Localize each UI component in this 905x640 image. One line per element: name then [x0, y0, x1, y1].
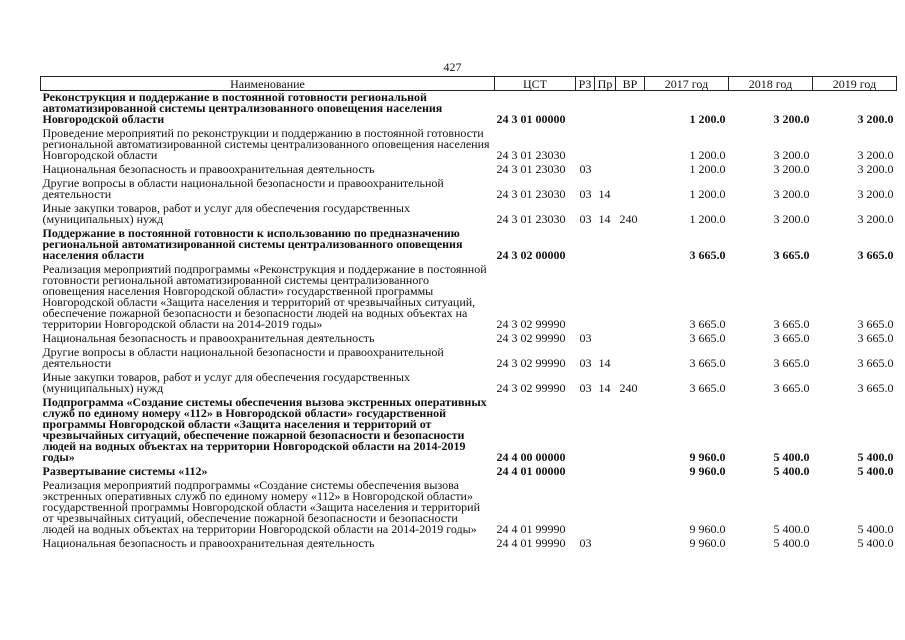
row-name: Реализация мероприятий подпрограммы «Реконструкция и поддержание в постоянной готовности региональной автоматизированной системы централизованного оповещения населения Новгородской области» государственной программы Новгородской области «Защита населения и территорий от чрезвычайных ситуаций, обеспечение пожарной безопасности и безопасности людей на водных объектах на территории Новгородской области на 2014-2019 годы» — [42, 262, 487, 331]
table-row — [41, 479, 897, 537]
row-2017: 1 200.0 — [689, 148, 726, 162]
row-2018: 3 200.0 — [773, 162, 810, 176]
table-row — [41, 227, 897, 263]
row-pr: 14 — [598, 356, 611, 370]
header-2018: 2018 год — [729, 77, 813, 91]
page-number: 427 — [443, 60, 462, 74]
row-name: Другие вопросы в области национальной безопасности и правоохранительной деятельности — [42, 176, 444, 201]
table-row — [41, 332, 897, 346]
row-vr — [616, 91, 645, 128]
row-cst: 24 4 00 00000 — [496, 450, 566, 464]
row-name: Реконструкция и поддержание в постоянной готовности региональной автоматизированной системы централизованного оповещения населения Новгородской области — [42, 90, 443, 126]
row-2019: 3 200.0 — [857, 162, 894, 176]
table-row — [41, 465, 897, 479]
row-cst: 24 4 01 99990 — [496, 522, 566, 536]
row-2019: 5 400.0 — [857, 464, 894, 478]
row-2018: 5 400.0 — [773, 450, 810, 464]
row-cst: 24 4 01 00000 — [496, 464, 566, 478]
table-row — [41, 177, 897, 202]
header-vr: ВР — [616, 77, 645, 91]
table-row — [41, 537, 897, 551]
row-2019: 3 665.0 — [857, 331, 894, 345]
row-2019: 3 665.0 — [857, 248, 894, 262]
header-2019: 2019 год — [813, 77, 897, 91]
table-row — [41, 396, 897, 465]
row-vr — [616, 163, 645, 177]
table-row — [41, 202, 897, 227]
row-2019: 3 200.0 — [857, 112, 894, 126]
row-pr — [595, 396, 616, 465]
row-rz — [576, 127, 595, 163]
row-2019: 3 665.0 — [857, 381, 894, 395]
row-cst: 24 3 02 00000 — [496, 248, 566, 262]
table-header-row — [41, 77, 897, 91]
table-row — [41, 91, 897, 128]
table-row — [41, 163, 897, 177]
row-rz — [576, 479, 595, 537]
header-pr: Пр — [595, 77, 616, 91]
row-vr — [616, 263, 645, 332]
row-rz — [576, 465, 595, 479]
row-2018: 3 200.0 — [773, 112, 810, 126]
row-vr — [616, 465, 645, 479]
row-2019: 3 665.0 — [857, 317, 894, 331]
row-name: Иные закупки товаров, работ и услуг для обеспечения государственных (муниципальных) нужд — [42, 370, 410, 395]
row-2017: 3 665.0 — [689, 331, 726, 345]
row-vr — [616, 479, 645, 537]
table-row — [41, 371, 897, 396]
row-2017: 1 200.0 — [689, 112, 726, 126]
row-rz — [576, 263, 595, 332]
row-vr — [616, 227, 645, 263]
row-2018: 3 665.0 — [773, 317, 810, 331]
row-2019: 5 400.0 — [857, 450, 894, 464]
row-vr — [616, 127, 645, 163]
row-pr — [595, 227, 616, 263]
row-cst: 24 3 01 23030 — [496, 162, 566, 176]
row-2017: 9 960.0 — [689, 522, 726, 536]
row-pr — [595, 127, 616, 163]
table-row — [41, 263, 897, 332]
row-name: Реализация мероприятий подпрограммы «Создание системы обеспечения вызова экстренных оперативных служб по единому номеру «112» в Новгородской области» государственной программы Новгородской области «Защита населения и территорий от чрезвычайных ситуаций, обеспечение пожарной безопасности и безопасности людей на водных объектах на территории Новгородской области на 2014-2019 годы» — [42, 478, 481, 536]
row-cst: 24 3 02 99990 — [496, 356, 566, 370]
row-2018: 3 665.0 — [773, 356, 810, 370]
row-name: Национальная безопасность и правоохранительная деятельность — [42, 536, 375, 550]
row-cst: 24 3 02 99990 — [496, 331, 566, 345]
row-rz — [576, 396, 595, 465]
row-pr — [595, 163, 616, 177]
row-2018: 3 200.0 — [773, 148, 810, 162]
row-vr — [616, 346, 645, 371]
row-pr: 14 — [598, 381, 611, 395]
table-row — [41, 127, 897, 163]
row-2019: 3 200.0 — [857, 212, 894, 226]
row-rz — [576, 91, 595, 128]
row-rz: 03 — [579, 162, 592, 176]
budget-table — [40, 76, 897, 551]
row-2019: 5 400.0 — [857, 536, 894, 550]
row-pr — [595, 263, 616, 332]
row-2017: 3 665.0 — [689, 248, 726, 262]
row-2019: 3 200.0 — [857, 187, 894, 201]
header-cst: ЦСТ — [495, 77, 576, 91]
row-cst: 24 3 01 23030 — [496, 148, 566, 162]
row-cst: 24 3 01 00000 — [496, 112, 566, 126]
row-2019: 5 400.0 — [857, 522, 894, 536]
row-pr: 14 — [598, 212, 611, 226]
row-2017: 1 200.0 — [689, 162, 726, 176]
row-name: Подпрограмма «Создание системы обеспечения вызова экстренных оперативных служб по единому номеру «112» в Новгородской области» государственной программы Новгородской области «Защита населения и территорий от чрезвычайных ситуаций, обеспечение пожарной безопасности и безопасности людей на водных объектах на территории Новгородской области на 2014-2019 годы» — [42, 395, 487, 464]
row-name: Национальная безопасность и правоохранительная деятельность — [42, 331, 375, 345]
row-2017: 9 960.0 — [689, 450, 726, 464]
row-vr — [616, 396, 645, 465]
header-2017: 2017 год — [645, 77, 729, 91]
row-rz — [576, 227, 595, 263]
row-vr — [616, 332, 645, 346]
row-2017: 1 200.0 — [689, 187, 726, 201]
row-name: Развертывание системы «112» — [42, 464, 208, 478]
row-2018: 5 400.0 — [773, 464, 810, 478]
row-2018: 3 665.0 — [773, 331, 810, 345]
row-name: Национальная безопасность и правоохранительная деятельность — [42, 162, 375, 176]
row-pr — [595, 332, 616, 346]
row-rz: 03 — [579, 356, 592, 370]
row-2018: 5 400.0 — [773, 522, 810, 536]
row-pr: 14 — [598, 187, 611, 201]
table-row — [41, 346, 897, 371]
row-name: Поддержание в постоянной готовности к использованию по предназначению региональной автоматизированной системы централизованного оповещения населения области — [42, 226, 463, 262]
row-vr: 240 — [619, 212, 638, 226]
row-vr — [616, 537, 645, 551]
row-name: Проведение мероприятий по реконструкции и поддержанию в постоянной готовности региональной автоматизированной системы централизованного оповещения населения Новгородской области — [42, 126, 490, 162]
row-cst: 24 4 01 99990 — [496, 536, 566, 550]
row-cst: 24 3 01 23030 — [496, 212, 566, 226]
row-rz: 03 — [579, 212, 592, 226]
row-vr — [616, 177, 645, 202]
row-pr — [595, 479, 616, 537]
row-pr — [595, 465, 616, 479]
row-2018: 3 200.0 — [773, 187, 810, 201]
header-rz: РЗ — [576, 77, 595, 91]
row-rz: 03 — [579, 187, 592, 201]
row-2017: 1 200.0 — [689, 212, 726, 226]
row-2017: 9 960.0 — [689, 536, 726, 550]
row-2017: 3 665.0 — [689, 356, 726, 370]
row-2019: 3 200.0 — [857, 148, 894, 162]
row-2018: 3 665.0 — [773, 381, 810, 395]
row-rz: 03 — [579, 331, 592, 345]
row-cst: 24 3 02 99990 — [496, 317, 566, 331]
row-pr — [595, 537, 616, 551]
row-2017: 3 665.0 — [689, 381, 726, 395]
row-2018: 5 400.0 — [773, 536, 810, 550]
row-name: Другие вопросы в области национальной безопасности и правоохранительной деятельности — [42, 345, 444, 370]
row-rz: 03 — [579, 381, 592, 395]
row-2018: 3 200.0 — [773, 212, 810, 226]
row-name: Иные закупки товаров, работ и услуг для обеспечения государственных (муниципальных) нужд — [42, 201, 410, 226]
row-vr: 240 — [619, 381, 638, 395]
header-name: Наименование — [41, 77, 495, 91]
row-2019: 3 665.0 — [857, 356, 894, 370]
row-2017: 3 665.0 — [689, 317, 726, 331]
row-pr — [595, 91, 616, 128]
row-2017: 9 960.0 — [689, 464, 726, 478]
row-cst: 24 3 01 23030 — [496, 187, 566, 201]
row-2018: 3 665.0 — [773, 248, 810, 262]
row-rz: 03 — [579, 536, 592, 550]
row-cst: 24 3 02 99990 — [496, 381, 566, 395]
